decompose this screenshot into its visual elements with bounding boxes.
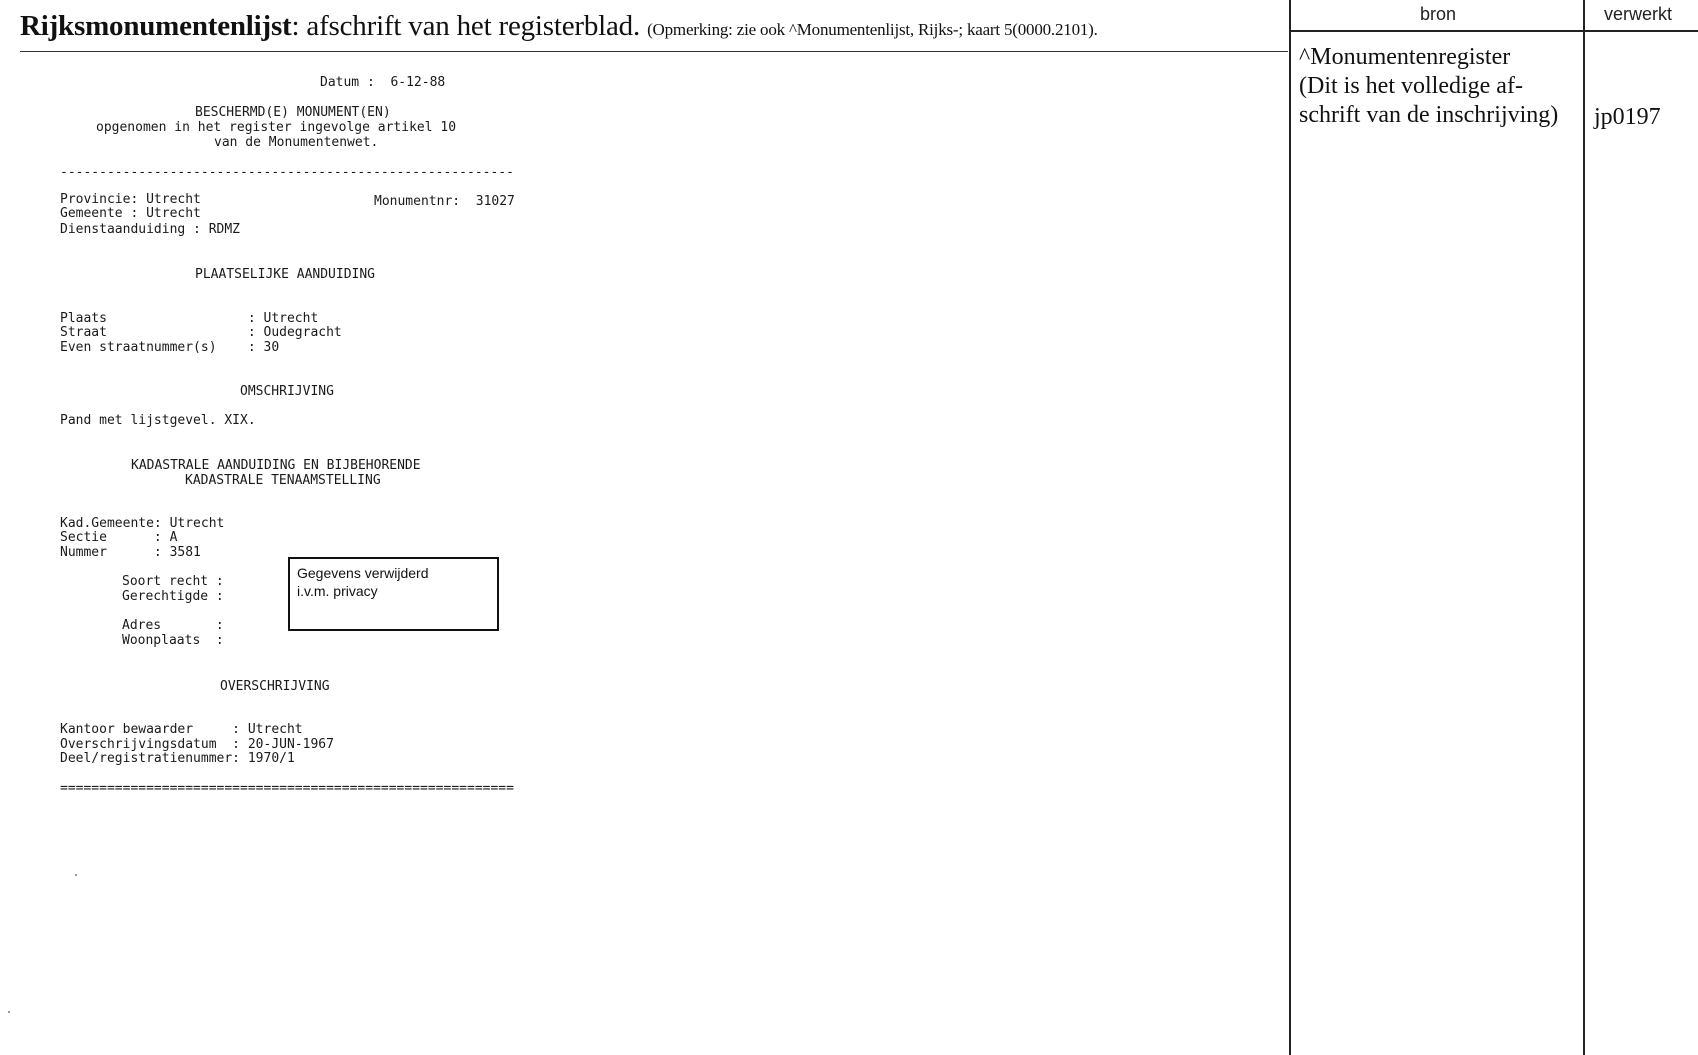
deel-line: Deel/registratienummer: 1970/1: [60, 751, 295, 766]
woonplaats-line: Woonplaats :: [122, 633, 224, 648]
redaction-label-line2: i.v.m. privacy: [297, 583, 378, 599]
provincie-line: Provincie: Utrecht: [60, 192, 201, 207]
column-header-rule: [1289, 30, 1698, 32]
gemeente-line: Gemeente : Utrecht: [60, 206, 201, 221]
heading-opgenomen: opgenomen in het register ingevolge artikel 10: [96, 120, 457, 135]
title-note: (Opmerking: zie ook ^Monumentenlijst, Rijks-; kaart 5(0000.2101).: [647, 20, 1098, 39]
adres-line: Adres :: [122, 618, 224, 633]
column-divider-left: [1289, 0, 1291, 1055]
section-kadastrale-aanduiding: KADASTRALE AANDUIDING EN BIJBEHORENDE: [131, 458, 421, 473]
straat-line: Straat : Oudegracht: [60, 325, 342, 340]
column-divider-right: [1583, 0, 1585, 1055]
dienstaanduiding-line: Dienstaanduiding : RDMZ: [60, 222, 241, 237]
page-title: [20, 10, 1098, 43]
title-rest: : afschrift van het registerblad.: [291, 10, 641, 42]
section-kadastrale-tenaamstelling: KADASTRALE TENAAMSTELLING: [185, 473, 381, 488]
double-rule: ==========================================================: [60, 781, 514, 796]
gerechtigde-line: Gerechtigde :: [122, 589, 224, 604]
scan-speck: [75, 874, 77, 876]
verwerkt-text: jp0197: [1594, 104, 1661, 130]
section-overschrijving: OVERSCHRIJVING: [220, 679, 330, 694]
verwerkt-column-header: verwerkt: [1604, 4, 1673, 24]
datum: Datum : 6-12-88: [320, 75, 446, 90]
kantoor-line: Kantoor bewaarder : Utrecht: [60, 722, 303, 737]
sectie-line: Sectie : A: [60, 530, 178, 545]
scan-speck: [8, 1011, 10, 1013]
omschrijving-line: Pand met lijstgevel. XIX.: [60, 413, 256, 428]
dashed-rule: ----------------------------------------------------------: [60, 165, 514, 180]
overschrijvingsdatum-line: Overschrijvingsdatum : 20-JUN-1967: [60, 737, 334, 752]
bron-text: ^Monumentenregister (Dit is het volledige af- schrift van de inschrijving): [1299, 44, 1559, 128]
kad-gemeente-line: Kad.Gemeente: Utrecht: [60, 516, 225, 531]
heading-beschermd: BESCHERMD(E) MONUMENT(EN): [195, 105, 391, 120]
bron-column-header: bron: [1420, 4, 1457, 24]
heading-monumentenwet: van de Monumentenwet.: [214, 135, 379, 150]
straatnummer-line: Even straatnummer(s) : 30: [60, 340, 280, 355]
plaats-line: Plaats : Utrecht: [60, 311, 319, 326]
nummer-line: Nummer : 3581: [60, 545, 201, 560]
section-plaatselijke-aanduiding: PLAATSELIJKE AANDUIDING: [195, 267, 376, 282]
title-underline: [20, 51, 1288, 52]
monumentnr-line: Monumentnr: 31027: [374, 194, 515, 209]
section-omschrijving: OMSCHRIJVING: [240, 384, 334, 399]
soort-recht-line: Soort recht :: [122, 574, 224, 589]
title-bold: Rijksmonumentenlijst: [20, 10, 292, 42]
redaction-label-line1: Gegevens verwijderd: [297, 565, 429, 581]
